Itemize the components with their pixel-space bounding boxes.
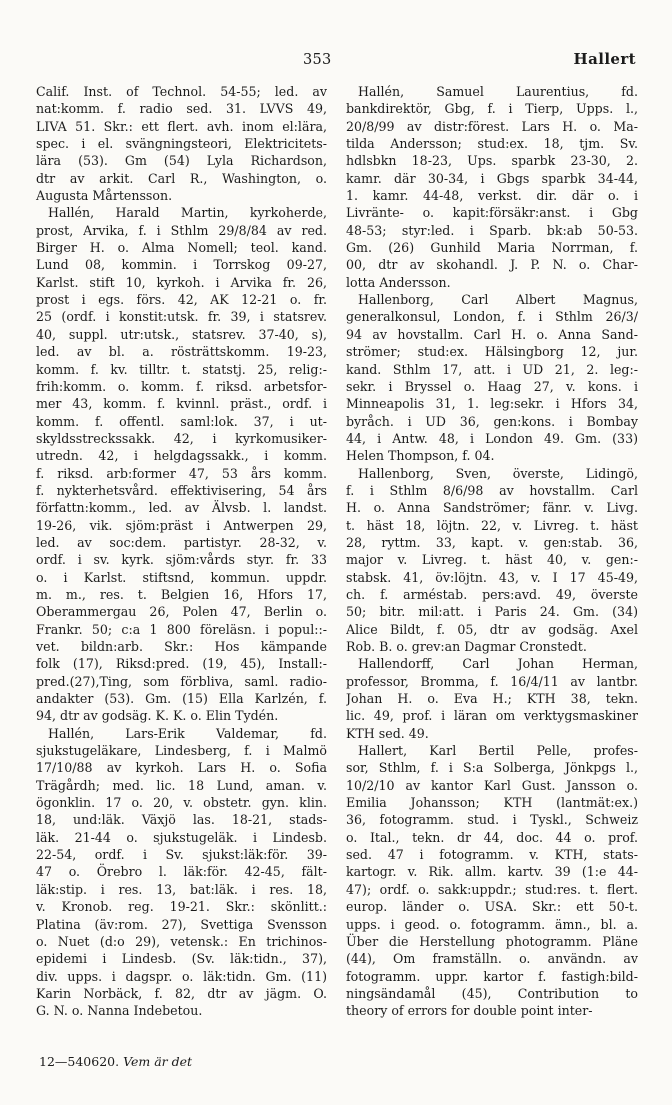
text-line: 40, suppl. utr:utsk., statsrev. 37-40, s), xyxy=(36,326,327,342)
text-line: läk:stip. i res. 13, bat:läk. i res. 18, xyxy=(36,881,327,897)
text-line: Karlst. stift 10, kyrkoh. i Arvika fr. 26, xyxy=(36,274,327,290)
text-line: Lund 08, kommin. i Torrskog 09-27, xyxy=(36,257,327,273)
text-line: KTH sed. 49. xyxy=(346,725,429,741)
text-line: sekr. i Bryssel o. Haag 27, v. kons. i xyxy=(346,378,638,394)
text-line: Johan H. o. Eva H.; KTH 38, tekn. xyxy=(346,691,638,707)
text-line: Birger H. o. Alma Nomell; teol. kand. xyxy=(36,240,327,256)
text-line: prost, Arvika, f. i Sthlm 29/8/84 av red. xyxy=(36,222,327,238)
print-code: 12—540620. xyxy=(39,1054,120,1069)
text-line: Hallén, Harald Martin, kyrkoherde, xyxy=(48,205,327,221)
text-line: m. m., res. t. Belgien 16, Hfors 17, xyxy=(36,586,327,602)
text-line: 36, fotogramm. stud. i Tyskl., Schweiz xyxy=(346,812,638,828)
text-line: Calif. Inst. of Technol. 54-55; led. av xyxy=(36,84,327,99)
text-line: Frankr. 50; c:a 1 800 föreläsn. i popul::- xyxy=(36,621,327,637)
text-line: folk (17), Riksd:pred. (19, 45), Install:- xyxy=(36,656,327,672)
text-line: led. av soc:dem. partistyr. 28-32, v. xyxy=(36,534,327,550)
text-line: professor, Bromma, f. 16/4/11 av lantbr. xyxy=(346,673,638,689)
text-line: t. häst 18, löjtn. 22, v. Livreg. t. häst xyxy=(346,517,638,533)
text-line: kand. Sthlm 17, att. i UD 21, 2. leg:- xyxy=(346,361,638,377)
text-line: europ. länder o. USA. Skr.: ett 50-t. xyxy=(346,899,638,915)
text-line: dtr av arkit. Carl R., Washington, o. xyxy=(36,170,327,186)
page-footer xyxy=(39,1054,192,1069)
text-line: Alice Bildt, f. 05, dtr av godsäg. Axel xyxy=(346,621,638,637)
text-line: Rob. B. o. grev:an Dagmar Cronstedt. xyxy=(346,639,587,654)
text-line: vet. bildn:arb. Skr.: Hos kämpande xyxy=(36,639,327,654)
text-line: lära (53). Gm (54) Lyla Richardson, xyxy=(36,153,327,169)
text-line: Trägårdh; med. lic. 18 Lund, aman. v. xyxy=(36,777,327,793)
text-line: 50; bitr. mil:att. i Paris 24. Gm. (34) xyxy=(346,604,638,620)
text-line: Platina (äv:rom. 27), Svettiga Svensson xyxy=(36,916,327,932)
text-line: major v. Livreg. t. häst 40, v. gen:- xyxy=(346,552,638,568)
text-line: f. nykterhetsvård. effektivisering, 54 års xyxy=(36,482,327,498)
text-line: upps. i geod. o. fotogramm. ämn., bl. a. xyxy=(346,916,638,932)
text-line: komm. f. offentl. saml:lok. 37, i ut- xyxy=(36,413,327,429)
text-line: div. upps. i dagspr. o. läk:tidn. Gm. (11) xyxy=(36,968,327,984)
text-line: G. N. o. Nanna Indebetou. xyxy=(36,1003,203,1019)
text-line: Helen Thompson, f. 04. xyxy=(346,448,495,464)
text-line: theory of errors for double point inter- xyxy=(346,1003,593,1019)
text-line: sjukstugeläkare, Lindesberg, f. i Malmö xyxy=(36,743,327,759)
left-column xyxy=(36,83,327,1020)
text-line: strömer; stud:ex. Hälsingborg 12, jur. xyxy=(346,344,638,360)
text-line: ordf. i sv. kyrk. sjöm:vårds styr. fr. 33 xyxy=(36,552,327,568)
text-line: byråch. i UD 36, gen:kons. i Bombay xyxy=(346,413,638,429)
text-line: spec. i el. svängningsteori, Elektricitets- xyxy=(36,136,327,152)
text-line: 10/2/10 av kantor Karl Gust. Jansson o. xyxy=(346,777,638,793)
text-line: v. Kronob. reg. 19-21. Skr.: skönlitt.: xyxy=(36,899,327,915)
text-line: ningsändamål (45), Contribution to xyxy=(346,985,638,1001)
text-line: generalkonsul, London, f. i Sthlm 26/3/ xyxy=(346,309,638,325)
text-line: pred.(27),Ting, som förbliva, saml. radio- xyxy=(36,673,327,689)
text-line: Oberammergau 26, Polen 47, Berlin o. xyxy=(36,604,327,620)
text-line: f. riksd. arb:former 47, 53 års komm. xyxy=(36,465,327,481)
text-line: hdlsbkn 18-23, Ups. sparbk 23-30, 2. xyxy=(346,153,638,169)
text-line: Hallenborg, Sven, överste, Lidingö, xyxy=(358,465,638,481)
text-line: Minneapolis 31, 1. leg:sekr. i Hfors 34, xyxy=(346,396,638,412)
text-line: 22-54, ordf. i Sv. sjukst:läk:för. 39- xyxy=(36,847,327,863)
text-line: lic. 49, prof. i läran om verktygsmaskiner xyxy=(346,708,638,724)
text-line: H. o. Anna Sandströmer; fänr. v. Livg. xyxy=(346,500,638,516)
text-line: sor, Sthlm, f. i S:a Solberga, Jönkpgs l., xyxy=(346,760,638,776)
text-line: utredn. 42, i helgdagssakk., i komm. xyxy=(36,448,327,464)
text-line: Hallenborg, Carl Albert Magnus, xyxy=(358,292,638,308)
text-line: 25 (ordf. i konstit:utsk. fr. 39, i statsrev. xyxy=(36,309,327,325)
text-line: 94, dtr av godsäg. K. K. o. Elin Tydén. xyxy=(36,708,279,724)
text-line: nat:komm. f. radio sed. 31. LVVS 49, xyxy=(36,101,327,117)
text-line: frih:komm. o. komm. f. riksd. arbetsfor- xyxy=(36,378,327,394)
running-head: Hallert xyxy=(573,50,636,68)
text-line: LIVA 51. Skr.: ett flert. avh. inom el:lära, xyxy=(36,118,327,134)
text-line: mer 43, komm. f. kvinnl. präst., ordf. i xyxy=(36,396,327,412)
page-header xyxy=(0,52,672,76)
text-line: 18, und:läk. Växjö las. 18-21, stads- xyxy=(36,812,327,828)
text-line: Emilia Johansson; KTH (lantmät:ex.) xyxy=(346,795,638,811)
text-line: Hallert, Karl Bertil Pelle, profes- xyxy=(358,743,638,759)
text-line: epidemi i Lindesb. (Sv. läk:tidn., 37), xyxy=(36,951,327,967)
text-line: Karin Norbäck, f. 82, dtr av jägm. O. xyxy=(36,985,327,1001)
text-line: 28, ryttm. 33, kapt. v. gen:stab. 36, xyxy=(346,534,638,550)
text-line: ögonklin. 17 o. 20, v. obstetr. gyn. klin. xyxy=(36,795,327,811)
right-column xyxy=(346,83,638,1020)
text-line: 47); ordf. o. sakk:uppdr.; stud:res. t. flert. xyxy=(346,881,638,897)
text-line: kamr. där 30-34, i Gbgs sparbk 34-44, xyxy=(346,170,638,186)
text-line: fotogramm. uppr. kartor f. fastigh:bild- xyxy=(346,968,638,984)
text-line: Livränte- o. kapit:försäkr:anst. i Gbg xyxy=(346,205,638,221)
text-line: författn:komm., led. av Älvsb. l. landst. xyxy=(36,500,327,516)
text-line: kartogr. v. Rik. allm. kartv. 39 (1:e 44- xyxy=(346,864,638,880)
text-line: stabsk. 41, öv:löjtn. 43, v. I 17 45-49, xyxy=(346,569,638,585)
text-line: 00, dtr av skohandl. J. P. N. o. Char- xyxy=(346,257,638,273)
text-line: 19-26, vik. sjöm:präst i Antwerpen 29, xyxy=(36,517,327,533)
text-line: 47 o. Örebro l. läk:för. 42-45, fält- xyxy=(36,864,327,880)
text-line: 1. kamr. 44-48, verkst. dir. där o. i xyxy=(346,188,638,204)
text-line: (44), Om framställn. o. användn. av xyxy=(346,951,638,967)
text-line: lotta Andersson. xyxy=(346,274,451,290)
text-line: tilda Andersson; stud:ex. 18, tjm. Sv. xyxy=(346,136,638,152)
text-line: 48-53; styr:led. i Sparb. bk:ab 50-53. xyxy=(346,222,638,238)
text-line: bankdirektör, Gbg, f. i Tierp, Upps. l., xyxy=(346,101,638,117)
text-line: 94 av hovstallm. Carl H. o. Anna Sand- xyxy=(346,326,638,342)
text-line: f. i Sthlm 8/6/98 av hovstallm. Carl xyxy=(346,482,638,498)
text-line: o. i Karlst. stiftsnd, kommun. uppdr. xyxy=(36,569,327,585)
text-line: Hallendorff, Carl Johan Herman, xyxy=(358,656,638,672)
book-title: Vem är det xyxy=(123,1054,193,1069)
text-line: Über die Herstellung photogramm. Pläne xyxy=(346,933,638,949)
text-line: o. Ital., tekn. dr 44, doc. 44 o. prof. xyxy=(346,829,638,845)
text-line: andakter (53). Gm. (15) Ella Karlzén, f. xyxy=(36,691,327,707)
text-line: Augusta Mårtensson. xyxy=(36,188,173,204)
text-line: prost i egs. förs. 42, AK 12-21 o. fr. xyxy=(36,292,327,308)
text-line: 17/10/88 av kyrkoh. Lars H. o. Sofia xyxy=(36,760,327,776)
text-line: Hallén, Samuel Laurentius, fd. xyxy=(358,84,638,99)
text-line: 44, i Antw. 48, i London 49. Gm. (33) xyxy=(346,430,638,446)
text-line: 20/8/99 av distr:förest. Lars H. o. Ma- xyxy=(346,118,638,134)
text-line: skyldsstreckssakk. 42, i kyrkomusiker- xyxy=(36,430,327,446)
text-line: sed. 47 i fotogramm. v. KTH, stats- xyxy=(346,847,638,863)
text-line: läk. 21-44 o. sjukstugeläk. i Lindesb. xyxy=(36,829,327,845)
text-line: ch. f. arméstab. pers:avd. 49, överste xyxy=(346,586,638,602)
text-line: Gm. (26) Gunhild Maria Norrman, f. xyxy=(346,240,638,256)
text-line: led. av bl. a. rösträttskomm. 19-23, xyxy=(36,344,327,360)
text-line: Hallén, Lars-Erik Valdemar, fd. xyxy=(48,725,327,741)
page-number: 353 xyxy=(303,52,332,68)
text-line: komm. f. kv. tilltr. t. statstj. 25, relig:- xyxy=(36,361,327,377)
text-line: o. Nuet (d:o 29), vetensk.: En trichinos- xyxy=(36,933,327,949)
